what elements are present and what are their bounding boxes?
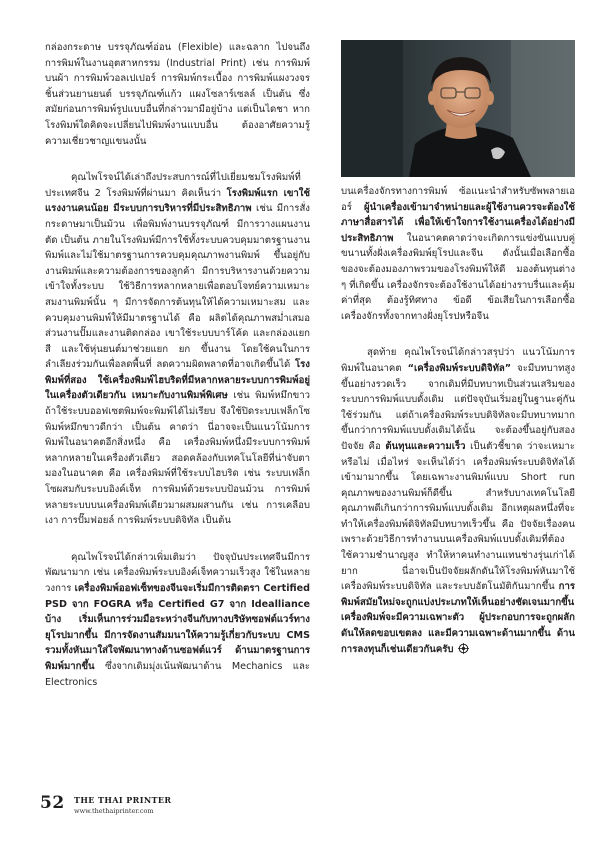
article-column-right: [341, 184, 575, 657]
portrait-photo: [341, 40, 575, 177]
text-run: สุดท้าย คุณไพโรจน์ได้กล่าวสรุปว่า แนวโน้มการพิมพ์ในอนาคต: [341, 347, 575, 374]
text-run: เช่น พิมพ์หมึกขาว ถ้าใช้ระบบออฟเซตพิมพ์จะพิมพ์ได้ไม่เรียบ จึงใช้ปิดระบบเฟล็กโซพิมพ์หมึกขาวดีกว่า เป็นต้น คาดว่า นี่อาจจะเป็นแนวโน้มการพิมพ์ในอนาคตอีกสิ่งหนึ่ง คือ เครื่องพิมพ์หนึ่งมีระบบการพิมพ์หลากหลายในเครื่องตัวเดียว สอดคล้องกับเทคโนโลยีที่น่าจับตามองในอนาคต คือ เครื่องพิมพ์ที่ใช้ระบบไฮบริด เช่น ระบบเฟล็กโซผสมกับระบบอิงค์เจ็ท การพิมพ์ด้วยระบบป้อนม้วน การพิมพ์หลายระบบบนเครื่องพิมพ์เดียวมาผสมผสานกัน เช่น การเคลือบเงา การปั๊มฟอยล์ การพิมพ์ระบบดิจิทัล เป็นต้น: [45, 390, 310, 527]
text-run: คุณไพโรจน์ได้กล่าวเพิ่มเติมว่า ปัจจุบันประเทศจีนมีการพัฒนามาก เช่น เครื่องพิมพ์ระบบอิงค์เจ็ทความเร็วสูง ใช้ในหลายวงการ: [45, 551, 310, 594]
paragraph: [341, 345, 575, 657]
end-mark-icon: [458, 643, 469, 654]
text-run: เช่น มีการสั่งกระดาษมาเป็นม้วน เพื่อพิมพ์งานบรรจุภัณฑ์ มีการวางแผนงานตัด เป็นต้น ภายในโรงพิมพ์มีการใช้ทั้งระบบควบคุมมาตรฐานงานพิมพ์และไม่ใช้มาตรฐานการควบคุมคุณภาพงานพิมพ์ ขึ้นอยู่กับงานพิมพ์และความต้องการของลูกค้า มีการบริหารงานด้วยความเข้าใจทั้งระบบ ใช้วิธีการหลากหลายเพื่อตอบโจทย์ความเหมาะสมงานพิมพ์นั้น ๆ มีการจัดการต้นทุนให้ได้ความเหมาะสม และควบคุมงานพิมพ์ให้มีมาตรฐานได้ คือ ผลิตได้คุณภาพสม่ำเสมอ ส่วนงานปั๊มและงานติดกล่อง เขาใช้ระบบบาร์โค้ด และกล่องแยกสี และใช้หุ่นยนต์มาช่วยแยก ยก ขึ้นงาน โดยใช้คนในการลำเลียงร่วมกันเพื่อลดพื้นที่ ลดความผิดพลาดที่อาจเกิดขึ้นได้: [45, 203, 310, 371]
bold-text: “เครื่องพิมพ์ระบบดิจิทัล”: [407, 362, 512, 374]
bold-text: เครื่องพิมพ์ออฟเซ็ทของจีนจะเริ่มมีการติดตรา Certified PSD จาก FOGRA หรือ Certified G7 จาก Idealliance บ้าง เริ่มเห็นการร่วมมือระหว่างจีนกับทางบริษัทซอฟต์แวร์ทางยุโรปมากขึ้น มีการจัดงานสัมมนาให้ความรู้เกี่ยวกับระบบ CMS รวมทั้งหันมาใส่ใจพัฒนาทางด้านซอฟต์แวร์ ด้านมาตรฐานการพิมพ์มากขึ้น: [45, 583, 310, 672]
magazine-name: THE THAI PRINTER: [74, 795, 172, 805]
text-run: เป็นตัวชี้ขาด ว่าจะเหมาะหรือไม่ เมื่อไหร่ จะเห็นได้ว่า เครื่องพิมพ์ระบบดิจิทัลได้เข้ามามากขึ้น โดยเฉพาะงานพิมพ์แบบ Short run คุณภาพของงานพิมพ์ก็ดีขึ้น สำหรับบางเทคโนโลยีคุณภาพดีเกินกว่าการพิมพ์แบบดั้งเดิม อีกเหตุผลหนึ่งที่จะทำให้เครื่องพิมพ์ดิจิทัลมีบทบาทเร็วขึ้น คือ ปัจจัยเรื่องคน เพราะด้วยวิธีการทำงานบนเครื่องพิมพ์แบบดั้งเดิมที่ต้องใช้ความชำนาญสูง ทำให้หาคนทำงานแทนช่างรุ่นเก่าได้ยาก นี่อาจเป็นปัจจัยผลักดันให้โรงพิมพ์หันมาใช้เครื่องพิมพ์ระบบดิจิทัล และระบบอัตโนมัติกันมากขึ้น: [341, 440, 575, 593]
paragraph: [45, 550, 310, 690]
text-run: บนเครื่องจักรทางการพิมพ์ ซ้อแนะนำสำหรับซัพพลายเออร์: [341, 186, 575, 213]
bold-text: การพิมพ์สมัยใหม่จะถูกแบ่งประเภทให้เห็นอย่างชัดเจนมากขึ้น เครื่องพิมพ์จะมีความเฉพาะตัว ผู้ประกอบการจะถูกผลักดันให้ลดขอบเขตลง และมีความเฉพาะด้านมากขึ้น ด้านการลงทุนก็เช่นเดียวกันครับ: [341, 581, 575, 655]
text-run: ซึ่งจากเดิมมุ่งเน้นพัฒนาด้าน Mechanics และ Electronics: [45, 660, 310, 688]
text-run: จะมีบทบาทสูงขึ้นอย่างรวดเร็ว จากเดิมที่มีบทบาทเป็นส่วนเสริมของระบบการพิมพ์แบบดั้งเดิม แต่ปัจจุบันเริ่มอยู่ในฐานะคู่กัน ใช้ร่วมกัน แต่ถ้าเครื่องพิมพ์ระบบดิจิทัลจะมีบทบาทมากขึ้นกว่าการพิมพ์แบบดั้งเดิมได้นั้น จะต้องขึ้นอยู่กับสองปัจจัย คือ: [341, 362, 576, 452]
bold-text: โรงพิมพ์แรก เขาใช้แรงงานคนน้อย มีระบบการบริหารที่มีประสิทธิภาพ: [45, 187, 311, 215]
bold-text: ผู้นำเครื่องเข้ามาจำหน่ายและผู้ใช้งานควรจะต้องใช้ภาษาสื่อสารได้ เพื่อให้เข้าใจการใช้งานเครื่องได้อย่างมีประสิทธิภาพ: [341, 201, 575, 244]
text-run: ในอนาคตคาดว่าจะเกิดการแข่งขันแบบคู่ขนานทั้งฝั่งเครื่องพิมพ์ยุโรปและจีน ดังนั้นเมื่อเลือกซื้อของจะต้องมองภาพรวมของโรงพิมพ์ให้ดี มองต้นทุนต่าง ๆ ที่เกิดขึ้น เครื่องจักรจะต้องใช้งานได้อย่างราบรื่นและคุ้มค่าที่สุด ต้องรู้ทิศทาง ข้อดี ข้อเสียในการเลือกซื้อเครื่องจักรทั้งจากทางฝั่งยุโรปหรือจีน: [341, 232, 575, 322]
paragraph: [45, 40, 310, 149]
article-photo: [341, 40, 575, 177]
text-run: คุณไพโรจน์ได้เล่าถึงประสบการณ์ที่ไปเยี่ยมชมโรงพิมพ์ที่ประเทศจีน 2 โรงพิมพ์ที่ผ่านมา คิดเห็นว่า: [45, 172, 301, 199]
text-run: กล่องกระดาษ บรรจุภัณฑ์อ่อน (Flexible) และฉลาก ไปจนถึงการพิมพ์ในงานอุตสาหกรรม (Industrial Print) เช่น การพิมพ์บนผ้า การพิมพ์วอลเปเปอร์ การพิมพ์กระเบื้อง การพิมพ์แผงวงจร ชิ้นส่วนยานยนต์ บรรจุภัณฑ์แก้ว แผงโซลาร์เซลล์ เป็นต้น ซึ่งสมัยก่อนการพิมพ์รูปแบบอื่นที่กล่าวมามีอยู่บ้าง แต่เป็นไดชา หากโรงพิมพ์ใดคิดจะเปลี่ยนไปพิมพ์งานแบบอื่น ต้องอาศัยความรู้ ความเชี่ยวชาญแขนงนั้น: [45, 42, 310, 147]
paragraph: [45, 170, 310, 529]
magazine-url: www.thethaiprinter.com: [74, 807, 154, 815]
page-number: 52: [40, 793, 65, 813]
bold-text: โรงพิมพ์ที่สอง ใช้เครื่องพิมพ์ไฮบริดที่มีหลากหลายระบบการพิมพ์อยู่ในเครื่องตัวเดียวกัน เหมาะกับงานพิมพ์พิเศษ: [45, 359, 310, 402]
article-column-left: [45, 40, 310, 690]
paragraph: [341, 184, 575, 324]
bold-text: ต้นทุนและความเร็ว: [385, 440, 466, 452]
